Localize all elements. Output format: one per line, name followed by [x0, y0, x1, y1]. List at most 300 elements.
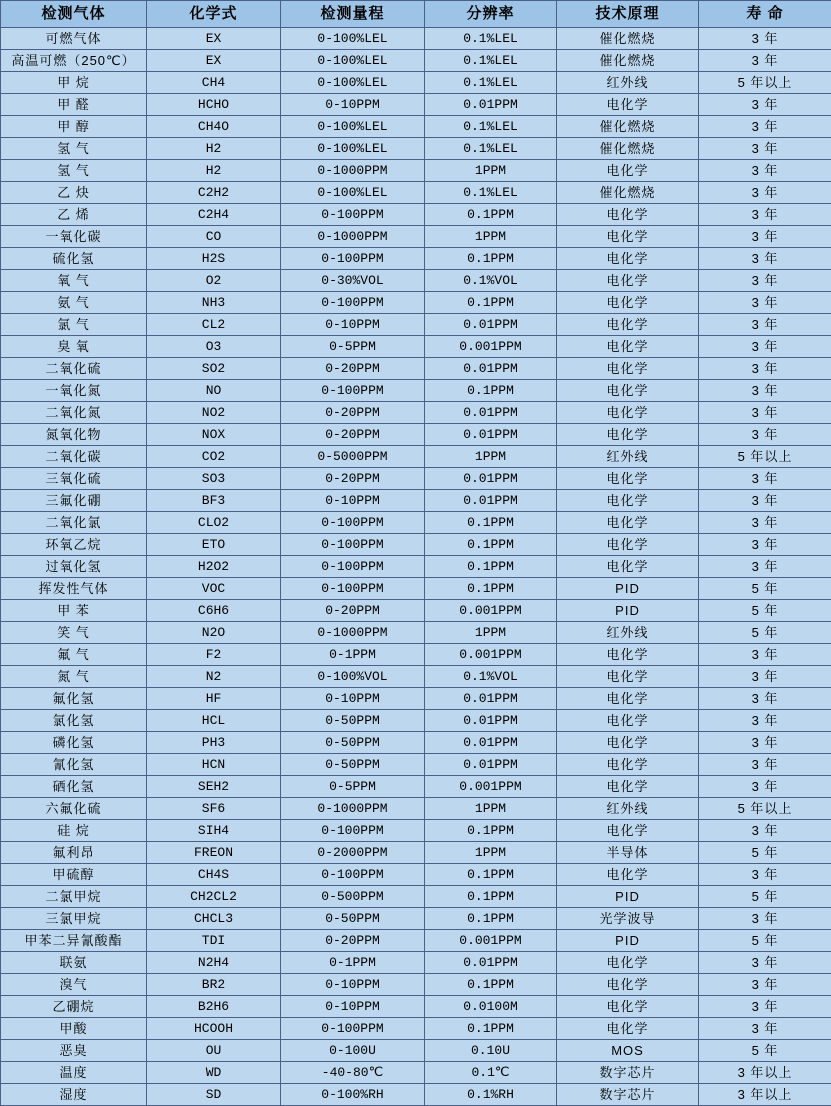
cell-range: 0-100PPM	[281, 578, 425, 600]
cell-gas: 氮 气	[1, 666, 147, 688]
cell-resolution: 0.1PPM	[425, 820, 557, 842]
cell-gas: 湿度	[1, 1084, 147, 1106]
table-row	[1, 160, 831, 182]
cell-gas: 可燃气体	[1, 28, 147, 50]
cell-formula: SEH2	[147, 776, 281, 798]
table-row	[1, 116, 831, 138]
cell-life: 3 年	[699, 28, 831, 50]
cell-life: 3 年	[699, 424, 831, 446]
cell-range: 0-100PPM	[281, 248, 425, 270]
cell-resolution: 0.1PPM	[425, 886, 557, 908]
cell-formula: HCHO	[147, 94, 281, 116]
cell-principle: PID	[557, 578, 699, 600]
cell-gas: 甲 醛	[1, 94, 147, 116]
cell-life: 3 年	[699, 776, 831, 798]
cell-range: 0-1000PPM	[281, 798, 425, 820]
cell-range: 0-10PPM	[281, 688, 425, 710]
table-row	[1, 930, 831, 952]
cell-life: 3 年	[699, 358, 831, 380]
cell-gas: 三氟化硼	[1, 490, 147, 512]
table-row	[1, 1084, 831, 1106]
cell-formula: EX	[147, 50, 281, 72]
cell-gas: 六氟化硫	[1, 798, 147, 820]
cell-formula: OU	[147, 1040, 281, 1062]
table-row	[1, 248, 831, 270]
cell-formula: CH4O	[147, 116, 281, 138]
table-row	[1, 358, 831, 380]
cell-life: 3 年	[699, 402, 831, 424]
cell-range: 0-10PPM	[281, 996, 425, 1018]
cell-life: 3 年	[699, 270, 831, 292]
cell-formula: NO2	[147, 402, 281, 424]
cell-life: 5 年	[699, 1040, 831, 1062]
cell-gas: 氨 气	[1, 292, 147, 314]
cell-range: 0-5PPM	[281, 776, 425, 798]
cell-gas: 硅 烷	[1, 820, 147, 842]
cell-principle: 催化燃烧	[557, 116, 699, 138]
cell-principle: 数字芯片	[557, 1062, 699, 1084]
table-row	[1, 534, 831, 556]
cell-gas: 二氧化硫	[1, 358, 147, 380]
cell-life: 3 年	[699, 688, 831, 710]
cell-formula: BR2	[147, 974, 281, 996]
cell-principle: 电化学	[557, 468, 699, 490]
cell-gas: 高温可燃（250℃）	[1, 50, 147, 72]
cell-formula: FREON	[147, 842, 281, 864]
cell-life: 5 年	[699, 842, 831, 864]
table-row	[1, 72, 831, 94]
table-row	[1, 314, 831, 336]
cell-gas: 甲 烷	[1, 72, 147, 94]
cell-gas: 磷化氢	[1, 732, 147, 754]
cell-range: 0-100PPM	[281, 864, 425, 886]
cell-life: 3 年	[699, 820, 831, 842]
cell-gas: 乙 烯	[1, 204, 147, 226]
cell-resolution: 0.10U	[425, 1040, 557, 1062]
cell-life: 3 年	[699, 996, 831, 1018]
cell-resolution: 1PPM	[425, 798, 557, 820]
cell-range: 0-1000PPM	[281, 160, 425, 182]
cell-range: 0-100%RH	[281, 1084, 425, 1106]
cell-gas: 氟化氢	[1, 688, 147, 710]
cell-resolution: 0.1PPM	[425, 204, 557, 226]
table-row	[1, 644, 831, 666]
cell-gas: 溴气	[1, 974, 147, 996]
cell-formula: ETO	[147, 534, 281, 556]
cell-resolution: 0.01PPM	[425, 468, 557, 490]
table-row	[1, 1040, 831, 1062]
cell-range: 0-1PPM	[281, 644, 425, 666]
cell-gas: 氰化氢	[1, 754, 147, 776]
table-header-row	[1, 1, 831, 28]
cell-gas: 甲酸	[1, 1018, 147, 1040]
table-row	[1, 820, 831, 842]
cell-life: 3 年	[699, 1018, 831, 1040]
cell-range: 0-100%LEL	[281, 28, 425, 50]
cell-gas: 硒化氢	[1, 776, 147, 798]
cell-formula: N2	[147, 666, 281, 688]
cell-formula: N2O	[147, 622, 281, 644]
table-row	[1, 468, 831, 490]
cell-formula: VOC	[147, 578, 281, 600]
cell-principle: 电化学	[557, 556, 699, 578]
cell-formula: HCOOH	[147, 1018, 281, 1040]
cell-principle: 电化学	[557, 996, 699, 1018]
cell-principle: 电化学	[557, 314, 699, 336]
cell-range: 0-20PPM	[281, 468, 425, 490]
cell-gas: 甲苯二异氰酸酯	[1, 930, 147, 952]
cell-resolution: 0.01PPM	[425, 94, 557, 116]
cell-gas: 氢 气	[1, 160, 147, 182]
cell-principle: 电化学	[557, 1018, 699, 1040]
cell-gas: 氧 气	[1, 270, 147, 292]
cell-life: 3 年	[699, 116, 831, 138]
cell-formula: SIH4	[147, 820, 281, 842]
table-row	[1, 952, 831, 974]
cell-range: 0-1000PPM	[281, 226, 425, 248]
cell-life: 3 年	[699, 160, 831, 182]
table-row	[1, 578, 831, 600]
cell-formula: C2H2	[147, 182, 281, 204]
cell-resolution: 0.1%LEL	[425, 182, 557, 204]
cell-life: 5 年	[699, 886, 831, 908]
cell-principle: 电化学	[557, 666, 699, 688]
cell-resolution: 0.01PPM	[425, 952, 557, 974]
cell-principle: 电化学	[557, 534, 699, 556]
cell-formula: HCN	[147, 754, 281, 776]
cell-gas: 二氧化碳	[1, 446, 147, 468]
cell-range: 0-30%VOL	[281, 270, 425, 292]
cell-life: 3 年	[699, 314, 831, 336]
table-row	[1, 732, 831, 754]
cell-resolution: 0.1%VOL	[425, 270, 557, 292]
cell-resolution: 0.1%LEL	[425, 50, 557, 72]
cell-range: 0-2000PPM	[281, 842, 425, 864]
cell-range: 0-10PPM	[281, 974, 425, 996]
cell-range: 0-100U	[281, 1040, 425, 1062]
cell-resolution: 0.001PPM	[425, 644, 557, 666]
cell-principle: 电化学	[557, 358, 699, 380]
table-row	[1, 842, 831, 864]
cell-life: 3 年	[699, 226, 831, 248]
cell-life: 5 年	[699, 930, 831, 952]
table-row	[1, 226, 831, 248]
cell-range: 0-20PPM	[281, 358, 425, 380]
cell-gas: 环氧乙烷	[1, 534, 147, 556]
table-row	[1, 996, 831, 1018]
table-row	[1, 380, 831, 402]
cell-formula: O2	[147, 270, 281, 292]
cell-gas: 二氧化氮	[1, 402, 147, 424]
cell-principle: 电化学	[557, 776, 699, 798]
cell-gas: 恶臭	[1, 1040, 147, 1062]
cell-principle: 电化学	[557, 864, 699, 886]
cell-formula: BF3	[147, 490, 281, 512]
cell-life: 3 年	[699, 556, 831, 578]
table-row	[1, 600, 831, 622]
cell-range: 0-10PPM	[281, 94, 425, 116]
cell-formula: NOX	[147, 424, 281, 446]
cell-life: 3 年	[699, 908, 831, 930]
cell-life: 3 年	[699, 292, 831, 314]
cell-life: 5 年	[699, 600, 831, 622]
column-header-resolution: 分辨率	[425, 1, 557, 28]
cell-life: 3 年	[699, 754, 831, 776]
cell-principle: 光学波导	[557, 908, 699, 930]
table-row	[1, 336, 831, 358]
cell-principle: 电化学	[557, 336, 699, 358]
cell-resolution: 0.1PPM	[425, 556, 557, 578]
cell-gas: 温度	[1, 1062, 147, 1084]
cell-range: 0-10PPM	[281, 490, 425, 512]
cell-range: 0-50PPM	[281, 908, 425, 930]
cell-resolution: 0.01PPM	[425, 424, 557, 446]
cell-gas: 氯化氢	[1, 710, 147, 732]
table-row	[1, 490, 831, 512]
cell-principle: 电化学	[557, 644, 699, 666]
cell-formula: CH2CL2	[147, 886, 281, 908]
table-row	[1, 402, 831, 424]
cell-resolution: 0.1%LEL	[425, 28, 557, 50]
cell-formula: WD	[147, 1062, 281, 1084]
cell-range: 0-50PPM	[281, 754, 425, 776]
cell-resolution: 0.01PPM	[425, 688, 557, 710]
cell-principle: 半导体	[557, 842, 699, 864]
table-row	[1, 1062, 831, 1084]
cell-life: 3 年	[699, 952, 831, 974]
cell-principle: 电化学	[557, 974, 699, 996]
cell-gas: 乙硼烷	[1, 996, 147, 1018]
cell-life: 5 年	[699, 622, 831, 644]
cell-formula: CH4S	[147, 864, 281, 886]
cell-resolution: 0.001PPM	[425, 930, 557, 952]
cell-principle: PID	[557, 600, 699, 622]
cell-life: 3 年	[699, 974, 831, 996]
table-row	[1, 974, 831, 996]
cell-gas: 过氧化氢	[1, 556, 147, 578]
cell-formula: PH3	[147, 732, 281, 754]
table-row	[1, 908, 831, 930]
cell-gas: 氯 气	[1, 314, 147, 336]
cell-resolution: 0.1PPM	[425, 908, 557, 930]
cell-life: 5 年	[699, 578, 831, 600]
cell-life: 3 年	[699, 644, 831, 666]
cell-resolution: 0.1PPM	[425, 864, 557, 886]
cell-formula: N2H4	[147, 952, 281, 974]
cell-principle: 电化学	[557, 292, 699, 314]
table-row	[1, 622, 831, 644]
column-header-formula: 化学式	[147, 1, 281, 28]
cell-principle: 电化学	[557, 204, 699, 226]
cell-formula: CHCL3	[147, 908, 281, 930]
cell-range: 0-100PPM	[281, 820, 425, 842]
table-row	[1, 776, 831, 798]
cell-principle: 电化学	[557, 160, 699, 182]
cell-resolution: 1PPM	[425, 160, 557, 182]
cell-resolution: 0.1%LEL	[425, 138, 557, 160]
cell-gas: 联氨	[1, 952, 147, 974]
table-row	[1, 138, 831, 160]
cell-life: 3 年	[699, 512, 831, 534]
cell-principle: 红外线	[557, 72, 699, 94]
cell-life: 3 年	[699, 94, 831, 116]
cell-resolution: 0.01PPM	[425, 358, 557, 380]
table-row	[1, 204, 831, 226]
cell-range: 0-5PPM	[281, 336, 425, 358]
cell-range: 0-100PPM	[281, 380, 425, 402]
cell-resolution: 0.001PPM	[425, 336, 557, 358]
cell-principle: 红外线	[557, 622, 699, 644]
table-row	[1, 446, 831, 468]
cell-gas: 甲 醇	[1, 116, 147, 138]
cell-principle: MOS	[557, 1040, 699, 1062]
cell-formula: CO2	[147, 446, 281, 468]
cell-gas: 氟 气	[1, 644, 147, 666]
cell-range: 0-50PPM	[281, 710, 425, 732]
cell-principle: 电化学	[557, 952, 699, 974]
cell-principle: 电化学	[557, 248, 699, 270]
cell-range: 0-100%LEL	[281, 182, 425, 204]
cell-range: 0-20PPM	[281, 930, 425, 952]
cell-resolution: 0.001PPM	[425, 600, 557, 622]
cell-range: 0-100%LEL	[281, 116, 425, 138]
cell-formula: HF	[147, 688, 281, 710]
column-header-principle: 技术原理	[557, 1, 699, 28]
cell-principle: 电化学	[557, 402, 699, 424]
cell-range: 0-100%VOL	[281, 666, 425, 688]
cell-gas: 氟利昂	[1, 842, 147, 864]
cell-principle: 红外线	[557, 798, 699, 820]
cell-formula: NO	[147, 380, 281, 402]
cell-gas: 臭 氧	[1, 336, 147, 358]
table-row	[1, 556, 831, 578]
cell-resolution: 0.1PPM	[425, 578, 557, 600]
cell-range: 0-50PPM	[281, 732, 425, 754]
cell-principle: 催化燃烧	[557, 50, 699, 72]
cell-range: 0-20PPM	[281, 424, 425, 446]
cell-range: 0-100PPM	[281, 292, 425, 314]
cell-range: -40-80℃	[281, 1062, 425, 1084]
cell-gas: 硫化氢	[1, 248, 147, 270]
cell-formula: H2O2	[147, 556, 281, 578]
table-row	[1, 270, 831, 292]
cell-formula: SF6	[147, 798, 281, 820]
cell-range: 0-10PPM	[281, 314, 425, 336]
cell-gas: 三氧化硫	[1, 468, 147, 490]
cell-principle: 电化学	[557, 270, 699, 292]
cell-formula: CO	[147, 226, 281, 248]
table-row	[1, 666, 831, 688]
cell-formula: B2H6	[147, 996, 281, 1018]
cell-formula: H2	[147, 138, 281, 160]
cell-formula: EX	[147, 28, 281, 50]
cell-range: 0-100%LEL	[281, 72, 425, 94]
cell-gas: 二氯甲烷	[1, 886, 147, 908]
cell-resolution: 0.1PPM	[425, 974, 557, 996]
cell-gas: 乙 炔	[1, 182, 147, 204]
cell-range: 0-20PPM	[281, 600, 425, 622]
cell-range: 0-20PPM	[281, 402, 425, 424]
cell-formula: SO2	[147, 358, 281, 380]
table-row	[1, 688, 831, 710]
cell-principle: 催化燃烧	[557, 138, 699, 160]
cell-resolution: 0.1PPM	[425, 380, 557, 402]
cell-formula: SO3	[147, 468, 281, 490]
cell-range: 0-5000PPM	[281, 446, 425, 468]
table-row	[1, 710, 831, 732]
cell-principle: 数字芯片	[557, 1084, 699, 1106]
cell-resolution: 0.1%RH	[425, 1084, 557, 1106]
table-body	[1, 28, 831, 1106]
cell-resolution: 0.1PPM	[425, 248, 557, 270]
cell-formula: TDI	[147, 930, 281, 952]
cell-resolution: 0.001PPM	[425, 776, 557, 798]
cell-formula: H2	[147, 160, 281, 182]
cell-life: 3 年	[699, 864, 831, 886]
cell-resolution: 0.01PPM	[425, 732, 557, 754]
table-row	[1, 424, 831, 446]
cell-gas: 一氧化碳	[1, 226, 147, 248]
cell-life: 3 年	[699, 666, 831, 688]
table-row	[1, 798, 831, 820]
cell-resolution: 1PPM	[425, 622, 557, 644]
cell-life: 3 年	[699, 732, 831, 754]
cell-gas: 甲 苯	[1, 600, 147, 622]
cell-life: 3 年	[699, 490, 831, 512]
cell-formula: H2S	[147, 248, 281, 270]
cell-gas: 笑 气	[1, 622, 147, 644]
cell-principle: 电化学	[557, 732, 699, 754]
cell-range: 0-100PPM	[281, 204, 425, 226]
cell-principle: 催化燃烧	[557, 182, 699, 204]
cell-range: 0-100PPM	[281, 512, 425, 534]
table-row	[1, 50, 831, 72]
cell-range: 0-100PPM	[281, 1018, 425, 1040]
cell-resolution: 0.01PPM	[425, 710, 557, 732]
cell-life: 3 年以上	[699, 1084, 831, 1106]
cell-resolution: 0.1%LEL	[425, 72, 557, 94]
cell-range: 0-1PPM	[281, 952, 425, 974]
cell-resolution: 0.1PPM	[425, 512, 557, 534]
cell-range: 0-100PPM	[281, 556, 425, 578]
table-row	[1, 864, 831, 886]
cell-formula: CLO2	[147, 512, 281, 534]
cell-life: 3 年以上	[699, 1062, 831, 1084]
cell-resolution: 1PPM	[425, 842, 557, 864]
column-header-life: 寿 命	[699, 1, 831, 28]
cell-formula: NH3	[147, 292, 281, 314]
column-header-range: 检测量程	[281, 1, 425, 28]
cell-principle: PID	[557, 886, 699, 908]
cell-life: 3 年	[699, 380, 831, 402]
cell-gas: 氢 气	[1, 138, 147, 160]
cell-principle: 电化学	[557, 226, 699, 248]
cell-resolution: 0.1PPM	[425, 534, 557, 556]
cell-life: 3 年	[699, 336, 831, 358]
table-row	[1, 182, 831, 204]
cell-formula: F2	[147, 644, 281, 666]
column-header-gas: 检测气体	[1, 1, 147, 28]
cell-resolution: 0.1%LEL	[425, 116, 557, 138]
cell-principle: 电化学	[557, 710, 699, 732]
cell-gas: 三氯甲烷	[1, 908, 147, 930]
table-row	[1, 886, 831, 908]
cell-principle: 电化学	[557, 512, 699, 534]
cell-principle: 催化燃烧	[557, 28, 699, 50]
cell-resolution: 0.01PPM	[425, 754, 557, 776]
cell-formula: HCL	[147, 710, 281, 732]
cell-life: 3 年	[699, 248, 831, 270]
